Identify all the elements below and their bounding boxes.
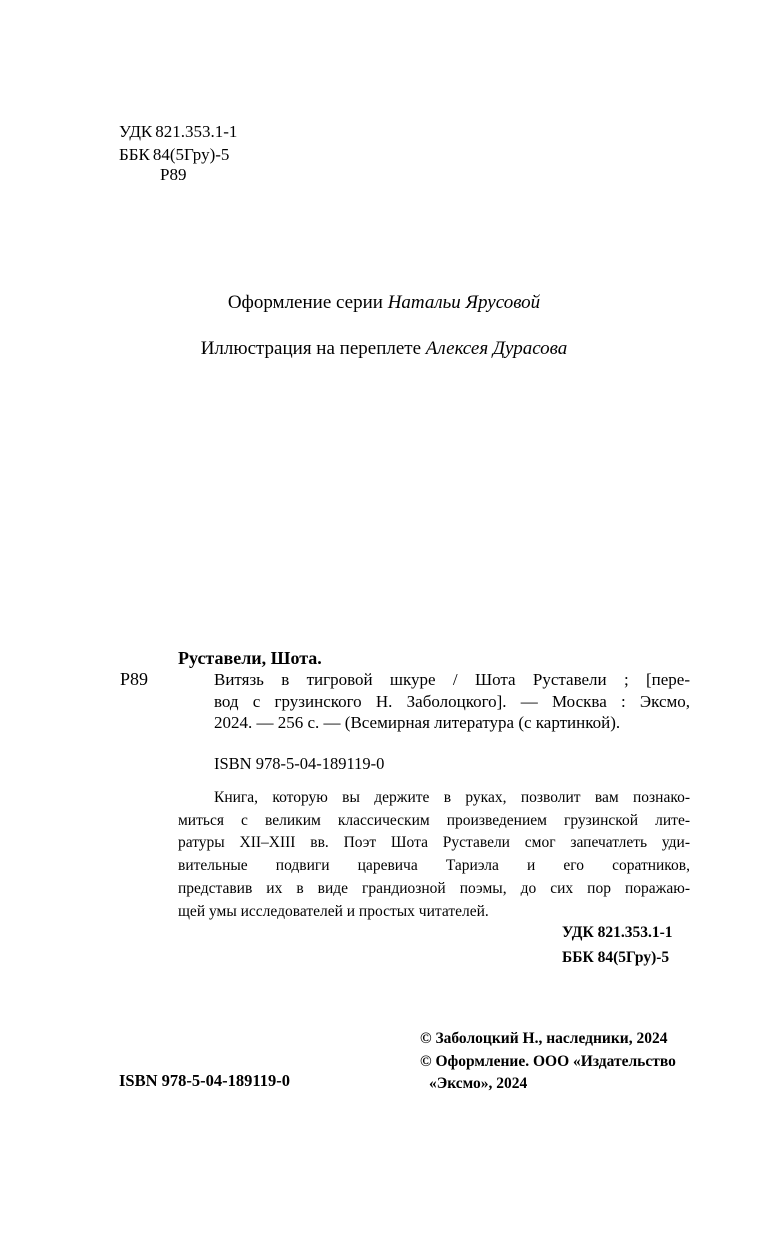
copyright-block [420, 1028, 676, 1096]
udk-code-row [119, 120, 237, 144]
bibliographic-line: 2024. — 256 с. — (Всемирная литература (с картинкой). [214, 713, 621, 733]
annotation-line: вительные подвиги царевича Тариэла и его соратников, [178, 857, 690, 875]
copyright-line: «Эксмо», 2024 [429, 1075, 528, 1092]
udk-label: УДК [119, 122, 153, 141]
entry-author-mark: Р89 [120, 669, 149, 689]
annotation-line: представив их в виде грандиозной поэмы, до сих пор поражаю- [178, 879, 690, 897]
series-design-prefix: Оформление серии [227, 292, 388, 313]
annotation-line: щей умы исследователей и простых читателей. [178, 902, 489, 920]
cover-illustration-prefix: Иллюстрация на переплете [200, 338, 426, 359]
cover-illustration-credit [0, 338, 768, 360]
bibliographic-description [214, 669, 690, 734]
series-design-name: Натальи Ярусовой [387, 292, 541, 313]
series-design-credit [0, 292, 768, 314]
copyright-line: © Оформление. ООО «Издательство [420, 1052, 676, 1070]
bibliographic-line: Витязь в тигровой шкуре / Шота Руставели ; [пере- [214, 670, 690, 689]
entry-heading: Руставели, Шота. [178, 648, 322, 668]
bibliographic-line: вод с грузинского Н. Заболоцкого]. — Москва : Эксмо, [214, 691, 690, 711]
bbk-value: 84(5Гру)-5 [152, 145, 230, 164]
entry-udk: УДК 821.353.1-1 [562, 924, 673, 941]
annotation-line: миться с великим классическим произведением грузинской лите- [178, 811, 690, 829]
entry-bbk: ББК 84(5Гру)-5 [562, 949, 670, 966]
udk-value: 821.353.1-1 [155, 122, 238, 141]
entry-isbn: ISBN 978-5-04-189119-0 [214, 754, 385, 773]
bbk-label: ББК [119, 145, 150, 164]
cover-illustration-name: Алексея Дурасова [425, 338, 568, 359]
annotation-line: ратуры XII–XIII вв. Поэт Шота Руставели смог запечатлеть уди- [178, 834, 690, 852]
footer-isbn: ISBN 978-5-04-189119-0 [119, 1071, 290, 1090]
annotation-text [178, 787, 690, 923]
copyright-line: © Заболоцкий Н., наследники, 2024 [420, 1030, 668, 1047]
author-mark: Р89 [160, 165, 187, 184]
entry-classification [562, 920, 673, 970]
annotation-line: Книга, которую вы держите в руках, позволит вам познако- [214, 789, 690, 806]
